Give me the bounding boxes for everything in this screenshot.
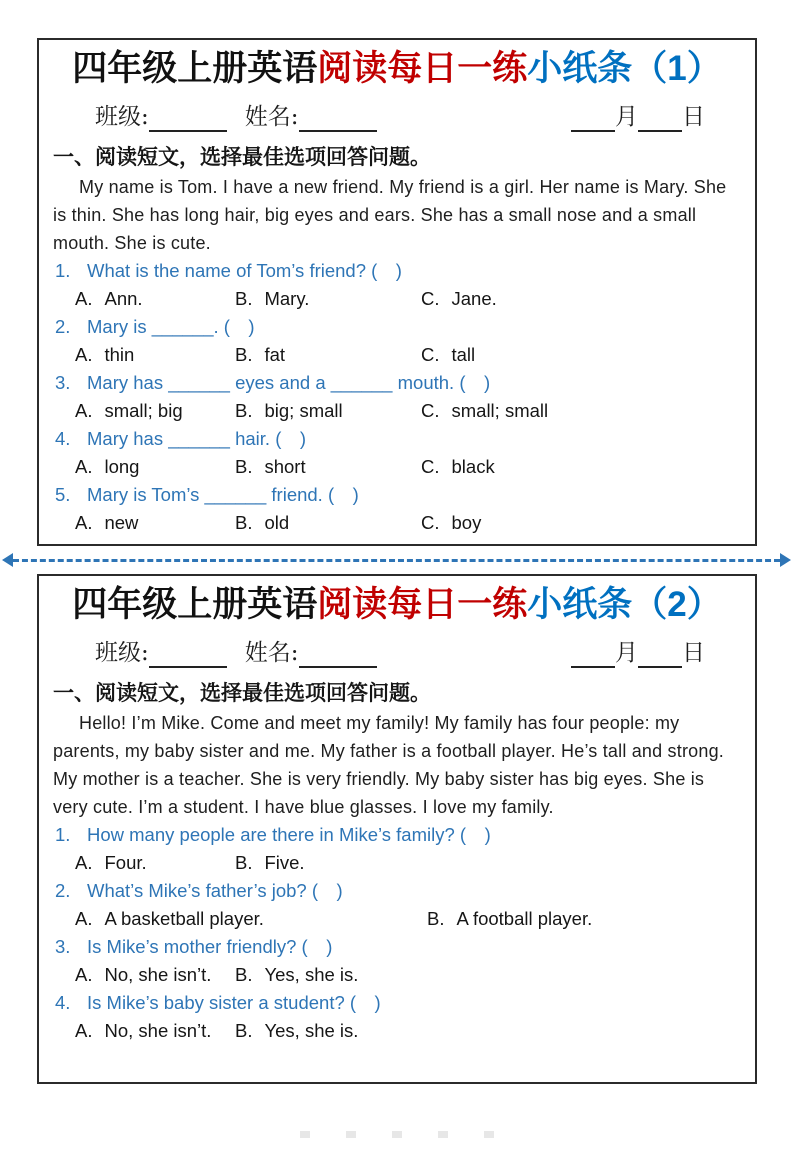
question-text: Is Mike’s baby sister a student? ( ) [87, 992, 381, 1013]
reading-passage: Hello! I’m Mike. Come and meet my family! My family has four people: my parents, my baby sister and me. My father is a football player. He’s tall and strong. My mother is a teacher. She is very friendly. My baby sister has big eyes. She is very cute. I’m a student. I have blue glasses. I love my family. [53, 713, 724, 817]
option-c: C. small; small [421, 400, 549, 421]
title-note-number-part: 小纸条（2） [527, 585, 722, 624]
option-b: B. Yes, she is. [235, 964, 359, 985]
student-info-row [95, 638, 705, 668]
faint-watermark [300, 1131, 520, 1138]
question-number: 3. [55, 936, 71, 957]
day-blank-line [638, 106, 682, 132]
question-1 [53, 821, 741, 849]
question-number: 5. [55, 484, 71, 505]
student-info-row [95, 102, 705, 132]
month-label: 月 [615, 640, 638, 666]
title-grade-part: 四年级上册英语 [72, 585, 318, 624]
date-row [571, 102, 705, 132]
question-5 [53, 481, 741, 509]
question-number: 2. [55, 316, 71, 337]
question-text: Mary is ______. ( ) [87, 316, 255, 337]
question-text: Mary has ______ hair. ( ) [87, 428, 307, 449]
question-text: What is the name of Tom’s friend? ( ) [87, 260, 402, 281]
option-a: A. small; big [75, 400, 183, 421]
option-a: A. No, she isn’t. [75, 1020, 212, 1041]
option-a: A. new [75, 512, 139, 533]
option-a: A. long [75, 456, 140, 477]
day-label: 日 [682, 640, 705, 666]
name-label: 姓名: [244, 104, 299, 130]
option-b: B. Mary. [235, 288, 310, 309]
question-4 [53, 425, 741, 453]
worksheet-title [53, 44, 741, 94]
month-blank-line [571, 642, 615, 668]
worksheet-card-1 [37, 38, 757, 546]
question-4-options [53, 1017, 741, 1045]
dashed-cut-line [13, 559, 780, 562]
question-number: 1. [55, 824, 71, 845]
option-c: C. Jane. [421, 288, 497, 309]
option-c: C. tall [421, 344, 476, 365]
question-text: Mary is Tom’s ______ friend. ( ) [87, 484, 359, 505]
arrow-right-icon [780, 553, 791, 567]
option-b: B. fat [235, 344, 286, 365]
name-blank-line [299, 642, 377, 668]
title-grade-part: 四年级上册英语 [72, 49, 318, 88]
option-c: C. boy [421, 512, 482, 533]
question-2 [53, 313, 741, 341]
question-4-options [53, 453, 741, 481]
option-a: A. Four. [75, 852, 147, 873]
option-b: B. big; small [235, 400, 343, 421]
option-b: B. Five. [235, 852, 305, 873]
worksheet-title [53, 580, 741, 630]
option-b: B. A football player. [427, 908, 593, 929]
question-1-options [53, 849, 741, 877]
option-b: B. old [235, 512, 290, 533]
date-row [571, 638, 705, 668]
day-blank-line [638, 642, 682, 668]
option-a: A. Ann. [75, 288, 143, 309]
question-1-options [53, 285, 741, 313]
class-blank-line [149, 642, 227, 668]
title-note-number-part: 小纸条（1） [527, 49, 722, 88]
question-3 [53, 933, 741, 961]
name-blank-line [299, 106, 377, 132]
worksheet-card-2 [37, 574, 757, 1084]
question-number: 4. [55, 428, 71, 449]
question-number: 4. [55, 992, 71, 1013]
option-b: B. short [235, 456, 306, 477]
question-text: How many people are there in Mike’s family? ( ) [87, 824, 491, 845]
option-c: C. black [421, 456, 495, 477]
question-3-options [53, 961, 741, 989]
question-text: Mary has ______ eyes and a ______ mouth. ( ) [87, 372, 491, 393]
option-a: A. No, she isn’t. [75, 964, 212, 985]
question-4 [53, 989, 741, 1017]
cut-line-divider [0, 553, 793, 567]
question-text: What’s Mike’s father’s job? ( ) [87, 880, 343, 901]
question-number: 1. [55, 260, 71, 281]
question-3-options [53, 397, 741, 425]
class-label: 班级: [95, 104, 149, 130]
option-a: A. thin [75, 344, 135, 365]
question-1 [53, 257, 741, 285]
option-b: B. Yes, she is. [235, 1020, 359, 1041]
section-instruction: 一、阅读短文，选择最佳选项回答问题。 [53, 146, 431, 169]
question-3 [53, 369, 741, 397]
question-5-options [53, 509, 741, 537]
class-blank-line [149, 106, 227, 132]
title-practice-part: 阅读每日一练 [317, 49, 528, 88]
day-label: 日 [682, 104, 705, 130]
name-label: 姓名: [244, 640, 299, 666]
arrow-left-icon [2, 553, 13, 567]
option-a: A. A basketball player. [75, 908, 264, 929]
question-2-options [53, 341, 741, 369]
question-text: Is Mike’s mother friendly? ( ) [87, 936, 333, 957]
question-number: 2. [55, 880, 71, 901]
reading-passage: My name is Tom. I have a new friend. My friend is a girl. Her name is Mary. She is thin. She has long hair, big eyes and ears. She has a small nose and a small mouth. She is cute. [53, 177, 727, 253]
month-label: 月 [615, 104, 638, 130]
class-label: 班级: [95, 640, 149, 666]
title-practice-part: 阅读每日一练 [317, 585, 528, 624]
question-2-options [53, 905, 741, 933]
section-instruction: 一、阅读短文，选择最佳选项回答问题。 [53, 682, 431, 705]
question-2 [53, 877, 741, 905]
month-blank-line [571, 106, 615, 132]
question-number: 3. [55, 372, 71, 393]
